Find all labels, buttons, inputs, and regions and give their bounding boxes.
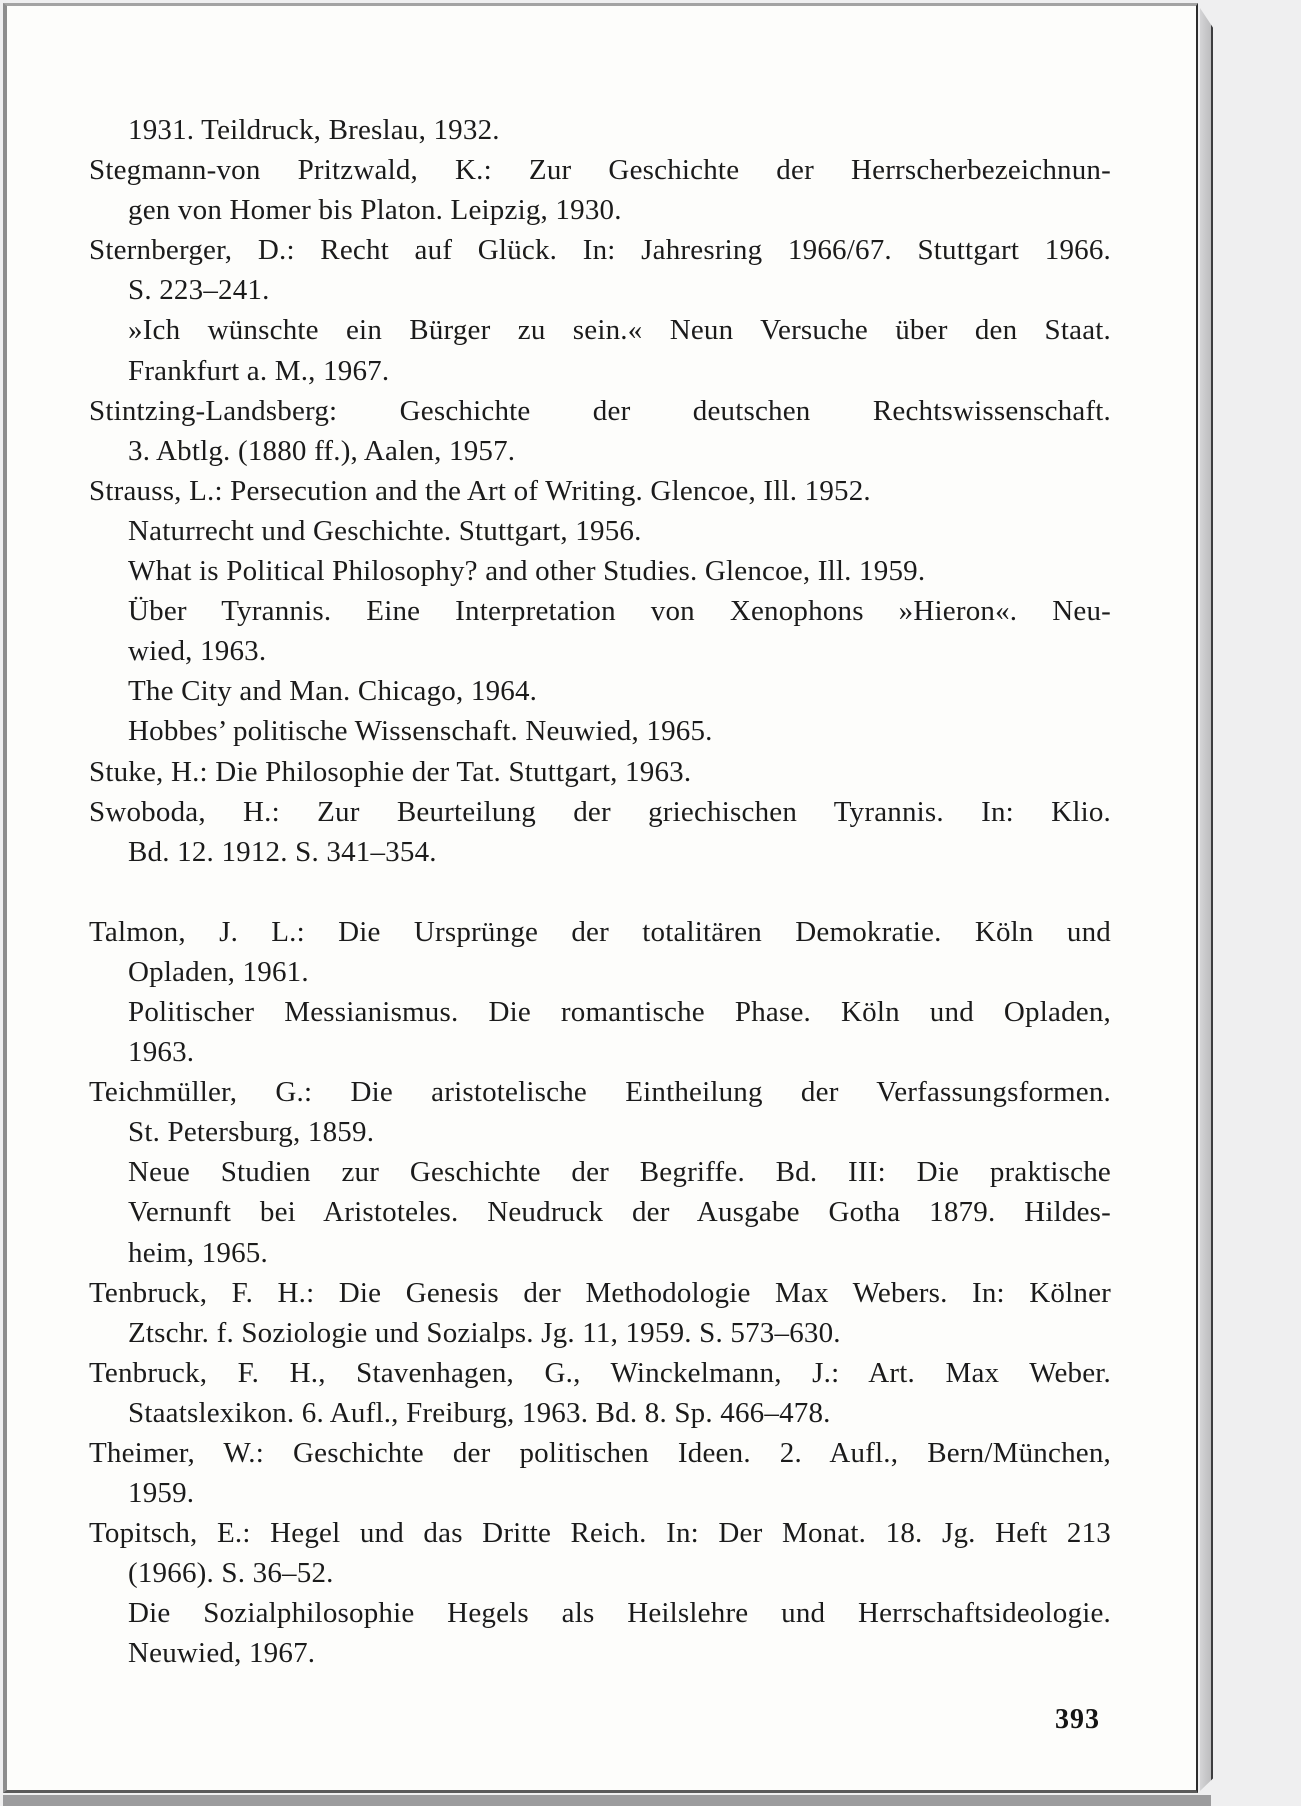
bibliography-line: wied, 1963. [128, 635, 267, 668]
bibliography-line: St. Petersburg, 1859. [128, 1116, 375, 1149]
bibliography-line: Bd. 12. 1912. S. 341–354. [128, 835, 437, 868]
bibliography-line: Stegmann-von Pritzwald, K.: Zur Geschichte der Herrscherbezeichnun- [89, 154, 1111, 187]
bibliography-line: Neue Studien zur Geschichte der Begriffe. Bd. III: Die praktische [128, 1156, 1111, 1189]
bibliography-line: Neuwied, 1967. [128, 1637, 316, 1670]
bibliography-line: Opladen, 1961. [128, 955, 309, 988]
page-edge-strip [1200, 8, 1213, 1791]
bibliography-line: Theimer, W.: Geschichte der politischen Ideen. 2. Aufl., Bern/München, [89, 1437, 1111, 1469]
bibliography-line: Tenbruck, F. H., Stavenhagen, G., Winckelmann, J.: Art. Max Weber. [89, 1356, 1111, 1389]
bibliography-line: Naturrecht und Geschichte. Stuttgart, 1956. [128, 514, 642, 547]
page-number: 393 [1055, 1704, 1100, 1735]
bibliography-line: Stuke, H.: Die Philosophie der Tat. Stuttgart, 1963. [89, 755, 692, 788]
bibliography-line: (1966). S. 36–52. [128, 1557, 334, 1590]
bibliography-line: Politischer Messianismus. Die romantische Phase. Köln und Opladen, [128, 995, 1111, 1028]
bibliography-line: heim, 1965. [128, 1236, 268, 1269]
bibliography-line: Stintzing-Landsberg: Geschichte der deutschen Rechtswissenschaft. [89, 394, 1111, 427]
bibliography-line: Über Tyrannis. Eine Interpretation von Xenophons »Hieron«. Neu- [128, 595, 1111, 628]
bibliography-line: 1931. Teildruck, Breslau, 1932. [128, 114, 500, 146]
bibliography-line: S. 223–241. [128, 274, 270, 307]
bibliography-line: Frankfurt a. M., 1967. [128, 354, 390, 387]
bibliography-line: Staatslexikon. 6. Aufl., Freiburg, 1963. Bd. 8. Sp. 466–478. [128, 1396, 831, 1429]
bibliography-line: Strauss, L.: Persecution and the Art of Writing. Glencoe, Ill. 1952. [89, 474, 871, 507]
bibliography-line: What is Political Philosophy? and other Studies. Glencoe, Ill. 1959. [128, 555, 926, 588]
text-block [89, 110, 1111, 1674]
book-page [3, 3, 1198, 1793]
bibliography-line: Teichmüller, G.: Die aristotelische Eintheilung der Verfassungsformen. [89, 1076, 1111, 1109]
bibliography-line: gen von Homer bis Platon. Leipzig, 1930. [128, 194, 622, 227]
paragraph-gap [89, 872, 1111, 912]
bibliography-line: 1959. [128, 1477, 195, 1510]
bibliography-line: Vernunft bei Aristoteles. Neudruck der Ausgabe Gotha 1879. Hildes- [128, 1196, 1111, 1229]
bibliography-line: Hobbes’ politische Wissenschaft. Neuwied, 1965. [128, 715, 713, 748]
bibliography-line: 1963. [128, 1036, 195, 1069]
bibliography-line: Topitsch, E.: Hegel und das Dritte Reich. In: Der Monat. 18. Jg. Heft 213 [89, 1517, 1111, 1550]
bibliography-line: 3. Abtlg. (1880 ff.), Aalen, 1957. [128, 434, 516, 467]
bibliography-line: »Ich wünschte ein Bürger zu sein.« Neun Versuche über den Staat. [128, 314, 1111, 347]
page-bottom-shadow [3, 1795, 1211, 1806]
bibliography-line: Swoboda, H.: Zur Beurteilung der griechischen Tyrannis. In: Klio. [89, 795, 1111, 828]
bibliography-line: Sternberger, D.: Recht auf Glück. In: Jahresring 1966/67. Stuttgart 1966. [89, 234, 1111, 267]
bibliography-line: Tenbruck, F. H.: Die Genesis der Methodologie Max Webers. In: Kölner [89, 1276, 1111, 1309]
bibliography-line: Talmon, J. L.: Die Ursprünge der totalitären Demokratie. Köln und [89, 915, 1111, 948]
bibliography-line: Ztschr. f. Soziologie und Sozialps. Jg. 11, 1959. S. 573–630. [128, 1316, 841, 1349]
bibliography-line: Die Sozialphilosophie Hegels als Heilslehre und Herrschaftsideologie. [128, 1597, 1111, 1630]
bibliography-line: The City and Man. Chicago, 1964. [128, 675, 538, 708]
